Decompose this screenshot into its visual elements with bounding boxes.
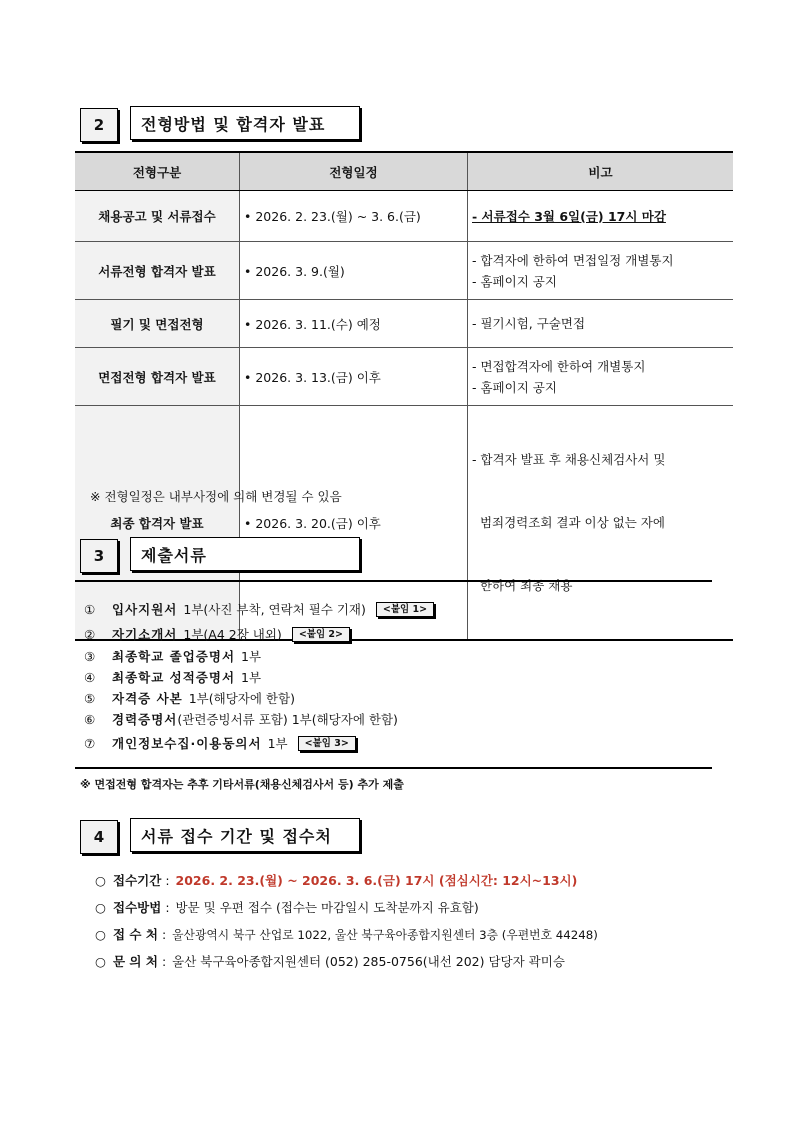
section-title: 제출서류 bbox=[130, 537, 360, 571]
date-text: 2026. 3. 9.(월) bbox=[255, 263, 345, 279]
attachment-badge: <붙임 1> bbox=[376, 602, 434, 617]
note-line: 범죄경력조회 결과 이상 없는 자에 bbox=[472, 515, 665, 530]
doc-name: 최종학교 졸업증명서 bbox=[112, 649, 236, 664]
stage-cell: 면접전형 합격자 발표 bbox=[75, 348, 240, 406]
list-item bbox=[84, 689, 295, 707]
item-number: ④ bbox=[84, 669, 96, 685]
item-number: ⑥ bbox=[84, 711, 96, 727]
notes-cell bbox=[468, 242, 734, 300]
notes-cell bbox=[468, 300, 734, 348]
column-header: 전형일정 bbox=[240, 152, 468, 191]
item-number: ② bbox=[84, 626, 96, 642]
doc-detail: 1부 bbox=[241, 649, 262, 664]
divider bbox=[75, 767, 712, 769]
list-item bbox=[95, 898, 479, 916]
separator: : bbox=[165, 872, 170, 888]
schedule-footnote: ※ 전형일정은 내부사정에 의해 변경될 수 있음 bbox=[90, 489, 342, 504]
item-value: 2026. 2. 23.(월) ~ 2026. 3. 6.(금) 17시 (점심시간: 12시~13시) bbox=[175, 873, 578, 888]
date-cell: • 2026. 3. 11.(수) 예정 bbox=[240, 300, 468, 348]
note-line: 한하여 최종 채용 bbox=[472, 578, 573, 593]
doc-name: 개인정보수집·이용동의서 bbox=[112, 736, 262, 751]
date-cell: • 2026. 3. 9.(월) bbox=[240, 242, 468, 300]
doc-detail: 1부 bbox=[267, 736, 288, 751]
table-row bbox=[75, 348, 733, 406]
notes-cell bbox=[468, 406, 734, 641]
item-number: ① bbox=[84, 601, 96, 617]
note-line: - 면접합격자에 한하여 개별통지 bbox=[472, 358, 646, 374]
notes-cell bbox=[468, 348, 734, 406]
table-row bbox=[75, 191, 733, 242]
doc-detail: 1부(해당자에 한함) bbox=[188, 691, 295, 706]
stage-cell: 최종 합격자 발표 bbox=[75, 406, 240, 641]
doc-name: 자격증 사본 bbox=[112, 691, 183, 706]
notes-cell bbox=[468, 191, 734, 242]
column-header: 비고 bbox=[468, 152, 734, 191]
item-label: 접수방법 bbox=[113, 900, 162, 915]
doc-name: 경력증명서 bbox=[112, 712, 178, 727]
doc-name: 입사지원서 bbox=[112, 602, 178, 617]
note-line: - 서류접수 3월 6일(금) 17시 마감 bbox=[472, 208, 666, 224]
doc-name: 최종학교 성적증명서 bbox=[112, 670, 236, 685]
section-title: 전형방법 및 합격자 발표 bbox=[130, 106, 360, 140]
column-header: 전형구분 bbox=[75, 152, 240, 191]
note-line: - 합격자 발표 후 채용신체검사서 및 bbox=[472, 452, 666, 467]
list-item bbox=[95, 952, 565, 970]
doc-detail: 1부 bbox=[241, 670, 262, 685]
circle-bullet-icon: ○ bbox=[95, 953, 106, 969]
date-cell: • 2026. 3. 13.(금) 이후 bbox=[240, 348, 468, 406]
circle-bullet-icon: ○ bbox=[95, 872, 106, 888]
separator: : bbox=[161, 953, 167, 969]
stage-cell: 채용공고 및 서류접수 bbox=[75, 191, 240, 242]
date-cell: • 2026. 3. 20.(금) 이후 bbox=[240, 406, 468, 641]
stage-cell: 서류전형 합격자 발표 bbox=[75, 242, 240, 300]
separator: : bbox=[161, 926, 167, 942]
date-text: 2026. 2. 23.(월) ~ 3. 6.(금) bbox=[255, 209, 421, 224]
list-item bbox=[95, 871, 577, 889]
section-number: 2 bbox=[80, 108, 118, 142]
attachment-badge: <붙임 3> bbox=[298, 736, 356, 751]
documents-footnote: ※ 면접전형 합격자는 추후 기타서류(채용신체검사서 등) 추가 제출 bbox=[80, 778, 404, 791]
item-value: 방문 및 우편 접수 (접수는 마감일시 도착분까지 유효함) bbox=[175, 900, 479, 915]
item-number: ③ bbox=[84, 648, 96, 664]
date-text: 2026. 3. 11.(수) 예정 bbox=[255, 316, 381, 332]
doc-detail: (관련증빙서류 포함) 1부(해당자에 한함) bbox=[177, 712, 398, 727]
attachment-badge: <붙임 2> bbox=[292, 627, 350, 642]
item-value: 울산 북구육아종합지원센터 (052) 285-0756(내선 202) 담당자 곽미승 bbox=[172, 954, 565, 969]
list-item bbox=[84, 668, 261, 686]
table-header-row bbox=[75, 152, 733, 191]
table-row bbox=[75, 242, 733, 300]
item-value: 울산광역시 북구 산업로 1022, 울산 북구육아종합지원센터 3층 (우편번호 44248) bbox=[172, 927, 598, 942]
date-cell: • 2026. 2. 23.(월) ~ 3. 6.(금) bbox=[240, 191, 468, 242]
item-label: 접 수 처 bbox=[113, 927, 158, 942]
item-label: 문 의 처 bbox=[113, 954, 158, 969]
divider bbox=[75, 580, 712, 582]
list-item bbox=[84, 600, 434, 618]
section-number: 4 bbox=[80, 820, 118, 854]
note-line: - 홈페이지 공지 bbox=[472, 379, 557, 395]
note-line: - 합격자에 한하여 면접일정 개별통지 bbox=[472, 252, 674, 268]
list-item bbox=[84, 710, 398, 728]
circle-bullet-icon: ○ bbox=[95, 926, 106, 942]
circle-bullet-icon: ○ bbox=[95, 899, 106, 915]
item-label: 접수기간 bbox=[113, 873, 162, 888]
item-number: ⑤ bbox=[84, 690, 96, 706]
note-line: - 필기시험, 구술면접 bbox=[472, 316, 586, 331]
doc-detail: 1부(A4 2장 내외) bbox=[183, 627, 282, 642]
note-line: - 홈페이지 공지 bbox=[472, 273, 557, 289]
list-item bbox=[84, 734, 356, 752]
item-number: ⑦ bbox=[84, 735, 96, 751]
date-text: 2026. 3. 20.(금) 이후 bbox=[255, 515, 381, 531]
list-item bbox=[95, 925, 598, 943]
stage-cell: 필기 및 면접전형 bbox=[75, 300, 240, 348]
section-title: 서류 접수 기간 및 접수처 bbox=[130, 818, 360, 852]
doc-name: 자기소개서 bbox=[112, 627, 178, 642]
doc-detail: 1부(사진 부착, 연락처 필수 기재) bbox=[183, 602, 366, 617]
section-number: 3 bbox=[80, 539, 118, 573]
table-row bbox=[75, 300, 733, 348]
list-item bbox=[84, 625, 350, 643]
date-text: 2026. 3. 13.(금) 이후 bbox=[255, 369, 381, 385]
list-item bbox=[84, 647, 261, 665]
separator: : bbox=[165, 899, 170, 915]
